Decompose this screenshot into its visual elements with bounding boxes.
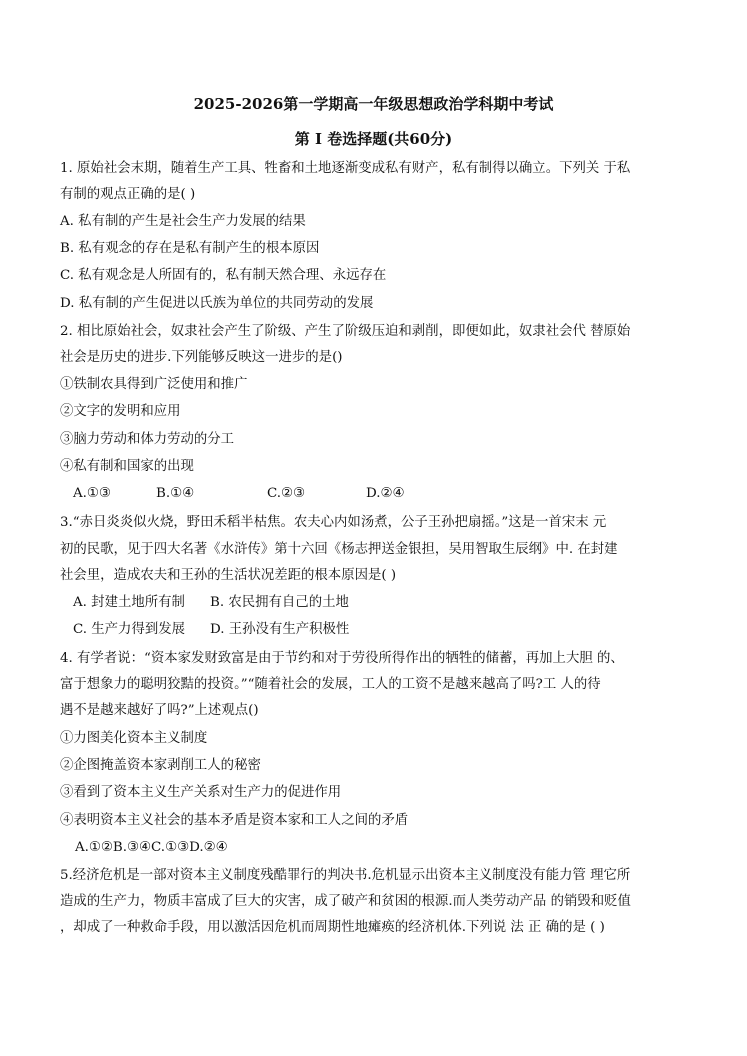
q4-item-2: ②企图掩盖资本家剥削工人的秘密 — [60, 758, 261, 773]
q4-item-1: ①力图美化资本主义制度 — [60, 731, 208, 746]
q3-option-a: A. 封建土地所有制 — [73, 595, 185, 610]
q2-item-2: ②文字的发明和应用 — [60, 404, 181, 419]
q2-option-b: B.①④ — [156, 486, 195, 501]
q4-options: A.①②B.③④C.①③D.②④ — [75, 840, 228, 855]
q3-option-c: C. 生产力得到发展 — [73, 622, 186, 637]
q4-stem-line-1: 4. 有学者说：“资本家发财致富是由于节约和对于劳役所得作出的牺牲的储蓄，再加上大胆 的、 — [60, 651, 624, 666]
section-title: 第 I 卷选择题(共60分) — [294, 130, 453, 148]
q3-stem-line-1: 3.“赤日炎炎似火烧，野田禾稻半枯焦。农夫心内如汤煮，公子王孙把扇摇。”这是一首宋末 元 — [60, 515, 607, 530]
q1-option-a: A. 私有制的产生是社会生产力发展的结果 — [60, 214, 306, 229]
q5-stem-line-2: 造成的生产力，物质丰富成了巨大的灾害，成了破产和贫困的根源.而人类劳动产品 的销毁和贬值 — [60, 894, 631, 909]
q2-option-d: D.②④ — [366, 486, 405, 501]
q4-item-3: ③看到了资本主义生产关系对生产力的促进作用 — [60, 785, 342, 800]
q4-stem-line-3: 遇不是越来越好了吗?”上述观点() — [60, 703, 259, 718]
exam-title: 2025-2026第一学期高一年级思想政治学科期中考试 — [193, 95, 554, 113]
q3-option-b: B. 农民拥有自己的土地 — [210, 595, 349, 610]
q2-item-1: ①铁制农具得到广泛使用和推广 — [60, 377, 248, 392]
q1-option-c: C. 私有观念是人所固有的，私有制天然合理、永远存在 — [60, 268, 387, 283]
q3-stem-line-2: 初的民歌，见于四大名著《水浒传》第十六回《杨志押送金银担，吴用智取生辰纲》中. 在封建 — [60, 542, 618, 557]
q2-option-c: C.②③ — [267, 486, 306, 501]
q3-option-d: D. 王孙没有生产积极性 — [210, 622, 350, 637]
q1-stem-line-1: 1. 原始社会末期，随着生产工具、牲畜和土地逐渐变成私有财产，私有制得以确立。下列关 于私 — [60, 161, 631, 176]
q5-stem-line-3: ，却成了一种救命手段，用以激活因危机而周期性地瘫痪的经济机体.下列说 法 正 确的是 ( ) — [60, 920, 605, 935]
q2-item-3: ③脑力劳动和体力劳动的分工 — [60, 432, 235, 447]
q1-stem-line-2: 有制的观点正确的是( ) — [60, 187, 196, 202]
q1-option-d: D. 私有制的产生促进以氏族为单位的共同劳动的发展 — [60, 296, 374, 311]
q3-stem-line-3: 社会里，造成农夫和王孙的生活状况差距的根本原因是( ) — [60, 568, 397, 583]
q4-item-4: ④表明资本主义社会的基本矛盾是资本家和工人之间的矛盾 — [60, 813, 409, 828]
q1-option-b: B. 私有观念的存在是私有制产生的根本原因 — [60, 241, 320, 256]
q4-stem-line-2: 富于想象力的聪明狡黠的投资。”“随着社会的发展，工人的工资不是越来越高了吗?工 人的待 — [60, 677, 601, 692]
q2-item-4: ④私有制和国家的出现 — [60, 459, 194, 474]
q2-stem-line-1: 2. 相比原始社会，奴隶社会产生了阶级、产生了阶级压迫和剥削，即便如此，奴隶社会代 替原始 — [60, 324, 631, 339]
q2-option-a: A.①③ — [73, 486, 111, 501]
q2-stem-line-2: 社会是历史的进步.下列能够反映这一进步的是() — [60, 350, 343, 365]
q5-stem-line-1: 5.经济危机是一部对资本主义制度残酷罪行的判决书.危机显示出资本主义制度没有能力管 理它所 — [60, 868, 631, 883]
